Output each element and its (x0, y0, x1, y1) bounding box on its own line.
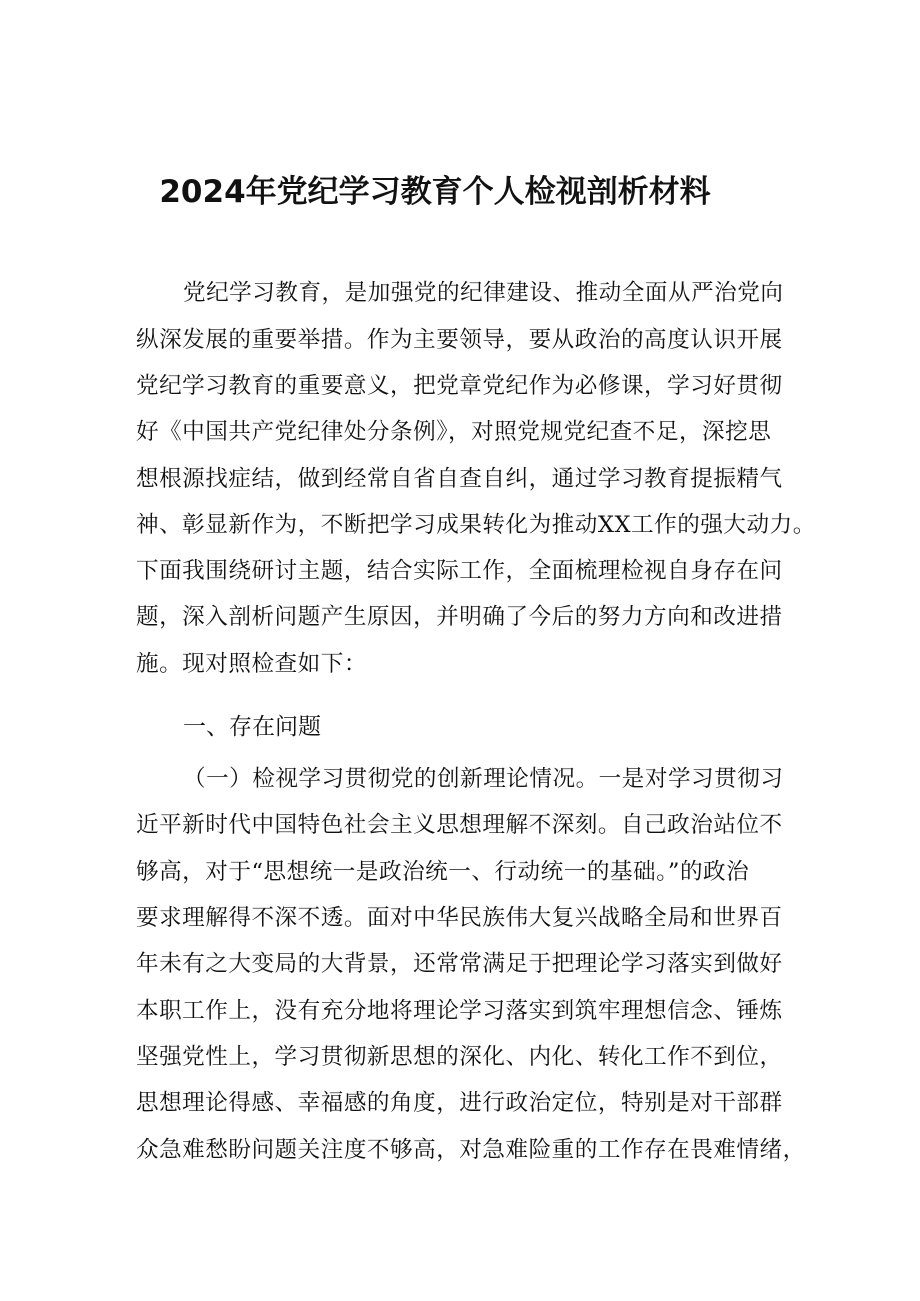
intro-line-1: 党纪学习教育，是加强党的纪律建设、推动全面从严治党向 (183, 280, 784, 306)
intro-line-4: 好《中国共产党纪律处分条例》，对照党规党纪查不足，深挖思 (136, 419, 772, 445)
intro-line-6: 神、彰显新作为，不断把学习成果转化为推动XX工作的强大动力。 (136, 512, 816, 538)
intro-line-5: 想根源找症结，做到经常自省自查自纠，通过学习教育提振精气 (136, 466, 783, 492)
section1-line-7: 坚强党性上，学习贯彻新思想的深化、内化、转化工作不到位， (136, 1044, 783, 1070)
intro-line-2: 纵深发展的重要举措。作为主要领导，要从政治的高度认识开展 (136, 327, 783, 353)
intro-line-8: 题，深入剖析问题产生原因，并明确了今后的努力方向和改进措 (136, 604, 783, 630)
intro-line-7: 下面我围绕研讨主题，结合实际工作，全面梳理检视自身存在问 (136, 558, 783, 584)
section1-line-8: 思想理论得感、幸福感的角度，进行政治定位，特别是对干部群 (136, 1090, 783, 1116)
intro-line-3: 党纪学习教育的重要意义，把党章党纪作为必修课，学习好贯彻 (136, 373, 783, 399)
document-title: 2024年党纪学习教育个人检视剖析材料 (159, 174, 711, 210)
section1-line-2: 近平新时代中国特色社会主义思想理解不深刻。自己政治站位不 (136, 812, 783, 838)
section1-line-1: （一）检视学习贯彻党的创新理论情况。一是对学习贯彻习 (183, 766, 784, 792)
section1-line-4: 要求理解得不深不透。面对中华民族伟大复兴战略全局和世界百 (136, 905, 783, 931)
section1-line-5: 年未有之大变局的大背景，还常常满足于把理论学习落实到做好 (136, 951, 783, 977)
section1-line-6: 本职工作上，没有充分地将理论学习落实到筑牢理想信念、锤炼 (136, 998, 783, 1024)
section-heading-1: 一、存在问题 (183, 714, 321, 740)
section1-line-9: 众急难愁盼问题关注度不够高，对急难险重的工作存在畏难情绪， (136, 1137, 806, 1163)
section1-line-3: 够高，对于“思想统一是政治统一、行动统一的基础。”的政治 (136, 859, 750, 885)
intro-line-9: 施。现对照检查如下： (136, 651, 367, 677)
